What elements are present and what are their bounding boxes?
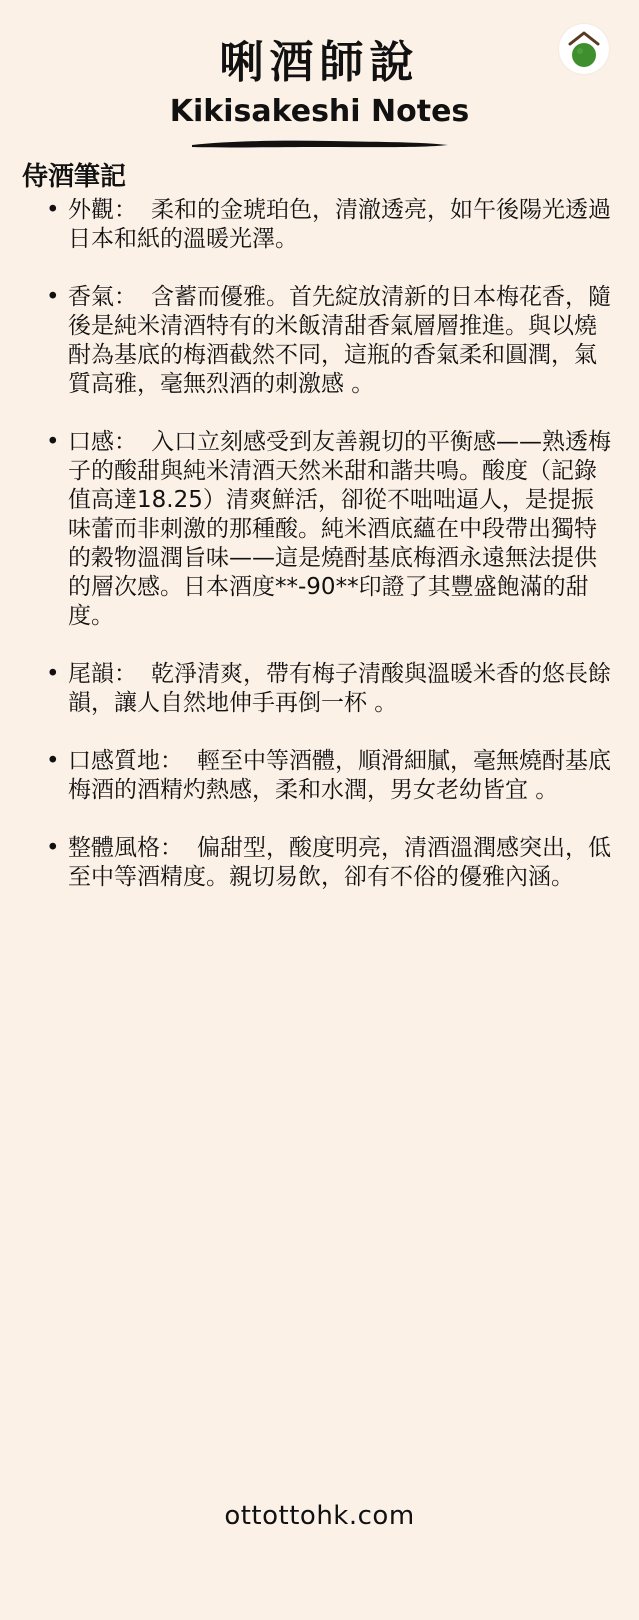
note-text: 入口立刻感受到友善親切的平衡感——熟透梅子的酸甜與純米清酒天然米甜和諧共鳴。酸度（記錄值高達18.25）清爽鮮活，卻從不咄咄逼人，是提振味蕾而非刺激的那種酸。純米酒底蘊在中段帶出獨特的穀物溫潤旨味——這是燒酎基底梅酒永遠無法提供的層次感。日本酒度**-90**印證了其豐盛飽滿的甜度。	[68, 429, 611, 629]
note-label: 整體風格：	[68, 835, 183, 861]
note-appearance	[0, 196, 639, 254]
note-text: 乾淨清爽，帶有梅子清酸與溫暖米香的悠長餘韻，讓人自然地伸手再倒一杯 。	[68, 661, 611, 716]
note-palate	[0, 428, 639, 631]
note-finish	[0, 660, 639, 718]
note-label: 外觀：	[68, 197, 137, 223]
bullet-icon: •	[46, 284, 60, 310]
tasting-notes-list	[0, 196, 639, 921]
bullet-icon: •	[46, 197, 60, 223]
bullet-icon: •	[46, 429, 60, 455]
note-aroma	[0, 283, 639, 399]
note-text: 輕至中等酒體，順滑細膩，毫無燒酎基底梅酒的酒精灼熱感，柔和水潤，男女老幼皆宜 。	[68, 748, 611, 803]
page-title-english: Kikisakeshi Notes	[169, 94, 470, 129]
footer-website-link[interactable]: ottottohk.com	[224, 1501, 415, 1531]
note-label: 口感質地：	[68, 748, 183, 774]
page-title-chinese: 唎酒師說	[219, 37, 420, 88]
brand-logo-icon[interactable]	[559, 24, 609, 74]
note-label: 口感：	[68, 429, 137, 455]
note-label: 香氣：	[68, 284, 137, 310]
note-label: 尾韻：	[68, 661, 137, 687]
house-roof-green-circle-icon	[559, 24, 609, 74]
note-text: 含蓄而優雅。首先綻放清新的日本梅花香，隨後是純米清酒特有的米飯清甜香氣層層推進。與以燒酎為基底的梅酒截然不同，這瓶的香氣柔和圓潤，氣質高雅，毫無烈酒的刺激感 。	[68, 284, 611, 397]
brush-stroke-underline	[190, 136, 450, 152]
note-texture	[0, 747, 639, 805]
bullet-icon: •	[46, 661, 60, 687]
bullet-icon: •	[46, 748, 60, 774]
note-text: 柔和的金琥珀色，清澈透亮，如午後陽光透過日本和紙的溫暖光澤。	[68, 197, 611, 252]
note-overall-style	[0, 834, 639, 892]
bullet-icon: •	[46, 835, 60, 861]
note-text: 偏甜型，酸度明亮，清酒溫潤感突出，低至中等酒精度。親切易飲，卻有不俗的優雅內涵。	[68, 835, 611, 890]
section-title-tasting-notes: 侍酒筆記	[22, 162, 127, 192]
